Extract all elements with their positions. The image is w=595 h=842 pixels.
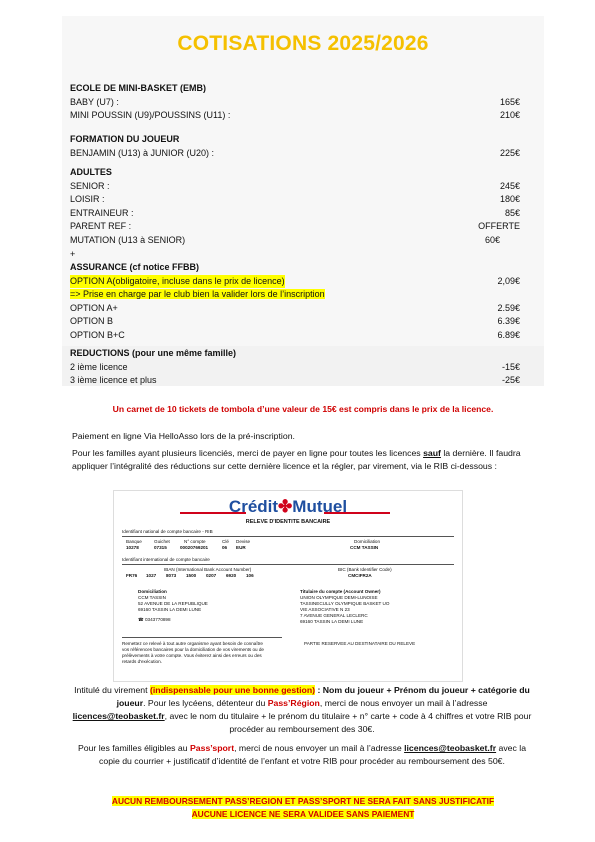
rib-phone: ☎ 0343770898 — [138, 617, 171, 622]
row-value: 6.89€ — [497, 329, 520, 340]
rib-col-label: Guichet — [154, 539, 170, 544]
rib-national-label: Identifiant national de compte bancaire - RIB — [122, 529, 213, 534]
rib-value: 1027 — [146, 573, 157, 578]
section-heading: ADULTES — [70, 167, 112, 177]
rib-value: CMCIFR2A — [348, 573, 372, 578]
row-value: 6.39€ — [497, 316, 520, 327]
indispensable-note: (indispensable pour une bonne gestion) — [149, 685, 316, 695]
row-value: 60€ — [484, 234, 500, 245]
highlight-note: => Prise en charge par le club bien la valider lors de l’inscription — [70, 289, 325, 300]
email-link[interactable]: licences@teobasket.fr — [404, 743, 497, 753]
rib-label: Domiciliation — [354, 539, 381, 544]
divider — [122, 637, 282, 638]
bank-logo: Crédit✤Mutuel — [228, 497, 348, 516]
rib-notice-line: prélèvements à votre compte. Vous éviterez ainsi des erreurs ou des — [122, 653, 262, 658]
row-value: 225€ — [499, 147, 520, 158]
row-label: MINI POUSSIN (U9)/POUSSINS (U11) : — [70, 110, 231, 121]
row-label: OPTION B+C — [70, 329, 125, 340]
rib-col-label: Banque — [126, 539, 142, 544]
price-row — [70, 275, 520, 289]
price-row — [70, 374, 520, 388]
footer-line-2: AUCUNE LICENCE NE SERA VALIDEE SANS PAIEMENT — [191, 809, 415, 819]
row-label: OPTION A+ — [70, 302, 118, 313]
price-row — [70, 302, 520, 316]
rib-image — [113, 490, 463, 682]
section-heading: REDUCTIONS (pour une même famille) — [70, 348, 237, 358]
rib-value: 07315 — [154, 545, 167, 550]
rib-international-label: Identifiant international de compte bancaire — [122, 557, 210, 562]
rib-reserved: PARTIE RESERVEE AU DESTINATAIRE DU RELEVE — [304, 641, 416, 646]
row-label: MUTATION (U13 à SENIOR) — [70, 234, 186, 245]
rib-value: CCM TASSIN — [350, 545, 379, 550]
row-label: LOISIR : — [70, 194, 105, 205]
row-label: OPTION A(obligatoire, incluse dans le prix de licence) — [70, 275, 285, 289]
rib-holder-line: UNION OLYMPIQUE DEMI-LUNOISE — [300, 595, 378, 600]
section-heading: ASSURANCE (cf notice FFBB) — [70, 262, 200, 272]
section-formation — [70, 133, 520, 160]
row-label: OPTION B — [70, 316, 114, 327]
bank-logo-icon: ✤ — [278, 497, 293, 516]
row-value: 165€ — [499, 96, 520, 107]
row-label: SENIOR : — [70, 180, 110, 191]
rib-label: Titulaire du compte (Account Owner) — [300, 589, 381, 594]
pass-region-label: Pass’Région — [267, 698, 320, 708]
price-row — [70, 109, 520, 123]
rib-value: FR76 — [126, 573, 138, 578]
row-value: -25€ — [501, 375, 520, 386]
price-row — [70, 96, 520, 110]
price-row — [70, 193, 520, 207]
section-heading: FORMATION DU JOUEUR — [70, 134, 180, 144]
rib-notice-line: Remettez ce relevé à tout autre organisme ayant besoin de connaître — [122, 641, 263, 646]
rib-notice-line: retards d'exécution. — [122, 659, 162, 664]
price-row — [70, 234, 520, 248]
rib-value: 00020769201 — [180, 545, 209, 550]
rib-value: 0207 — [206, 573, 217, 578]
row-value: 210€ — [499, 110, 520, 121]
divider — [122, 536, 454, 537]
price-row — [70, 329, 520, 343]
row-label: 2 ième licence — [70, 361, 128, 372]
price-row — [70, 180, 520, 194]
rib-col-label: Devise — [236, 539, 251, 544]
tombola-notice: Un carnet de 10 tickets de tombola d’une valeur de 15€ est compris dans le prix de la licence. — [112, 404, 494, 414]
section-emb — [70, 82, 520, 123]
page-title: COTISATIONS 2025/2026 — [177, 32, 429, 55]
row-value: 180€ — [499, 194, 520, 205]
rib-holder-line: VIE ASSOCIATIVE N 23 — [300, 607, 350, 612]
rib-value: 10278 — [126, 545, 139, 550]
price-row — [70, 315, 520, 329]
rib-value: 106 — [246, 573, 254, 578]
rib-holder-line: 7 AVENUE GENERAL LECLERC — [300, 613, 368, 618]
row-value: 85€ — [504, 207, 520, 218]
families-info: Pour les familles ayant plusieurs licenciés, merci de payer en ligne pour toutes les licences sauf la dernière. Il faudra appliquer l’intégralité des réductions sur cette dernière licence et la régler, par virement, via le RIB ci-dessous : — [72, 448, 521, 471]
section-heading: ECOLE DE MINI-BASKET (EMB) — [70, 83, 206, 93]
pass-sport-label: Pass’sport — [189, 743, 235, 753]
footer-line-1: AUCUN REMBOURSEMENT PASS’REGION ET PASS’SPORT NE SERA FAIT SANS JUSTIFICATIF — [111, 796, 495, 806]
pass-sport-info: Pour les familles éligibles au Pass’sport, merci de nous envoyer un mail à l’adresse licences@teobasket.fr avec la copie du courrier + justificatif d’identité de l’enfant et votre RIB pour procéder au remboursement des 50€. — [77, 743, 527, 766]
payment-info: Paiement en ligne Via HelloAsso lors de la pré-inscription. — [72, 431, 295, 441]
email-link[interactable]: licences@teobasket.fr — [72, 711, 165, 721]
rib-holder-line: 69160 TASSIN LA DEMI LUNE — [300, 619, 364, 624]
rib-label: BIC (Bank Identifier Code) — [338, 567, 392, 572]
plus-sign: + — [70, 248, 76, 259]
price-row — [70, 220, 520, 234]
row-label: 3 ième licence et plus — [70, 375, 157, 386]
rib-holder-line: TASSINECULLY OLYMPIQUE BASKET UO — [300, 601, 390, 606]
section-adultes — [70, 166, 520, 261]
rib-value: EUR — [236, 545, 246, 550]
rib-value: 8073 — [166, 573, 177, 578]
rib-address-line: 52 AVENUE DE LA REPUBLIQUE — [138, 601, 208, 606]
sauf-word: sauf — [423, 448, 441, 458]
row-value: 2,09€ — [497, 275, 520, 286]
rib-col-label: N° compte — [184, 539, 206, 544]
row-value: OFFERTE — [478, 221, 520, 232]
rib-label: IBAN (International Bank Account Number) — [164, 567, 252, 572]
section-assurance — [70, 261, 520, 343]
rib-col-label: Clé — [222, 539, 229, 544]
row-value: -15€ — [501, 361, 520, 372]
row-label: ENTRAINEUR : — [70, 207, 134, 218]
rib-label: Domiciliation — [138, 589, 167, 594]
transfer-info: Intitulé du virement (indispensable pour une bonne gestion) : Nom du joueur + Prénom du joueur + catégorie du joueur. Pour les lycéens, détenteur du Pass’Région, merci de nous envoyer un mail à l’adresse licences@teobasket.fr, avec le nom du titulaire + le prénom du titulaire + n° carte + code à 4 chiffres et votre RIB pour procéder au remboursement des 30€. — [72, 685, 532, 734]
row-value: 245€ — [499, 180, 520, 191]
rib-value: 1500 — [186, 573, 197, 578]
row-value: 2.59€ — [497, 302, 520, 313]
rib-value: 06 — [222, 545, 228, 550]
price-row — [70, 361, 520, 375]
section-reductions — [70, 347, 520, 388]
rib-value: 6920 — [226, 573, 237, 578]
row-label: PARENT REF : — [70, 221, 132, 232]
price-row — [70, 207, 520, 221]
price-row — [70, 147, 520, 161]
row-label: BABY (U7) : — [70, 96, 119, 107]
rib-address-line: 69160 TASSIN LA DEMI LUNE — [138, 607, 202, 612]
divider — [122, 564, 454, 565]
rib-address-line: CCM TASSIN — [138, 595, 166, 600]
rib-title: RELEVE D'IDENTITE BANCAIRE — [245, 519, 331, 525]
row-label: BENJAMIN (U13) à JUNIOR (U20) : — [70, 147, 215, 158]
rib-notice-line: vos références bancaires pour la domiciliation de vos virements ou de — [122, 647, 264, 652]
